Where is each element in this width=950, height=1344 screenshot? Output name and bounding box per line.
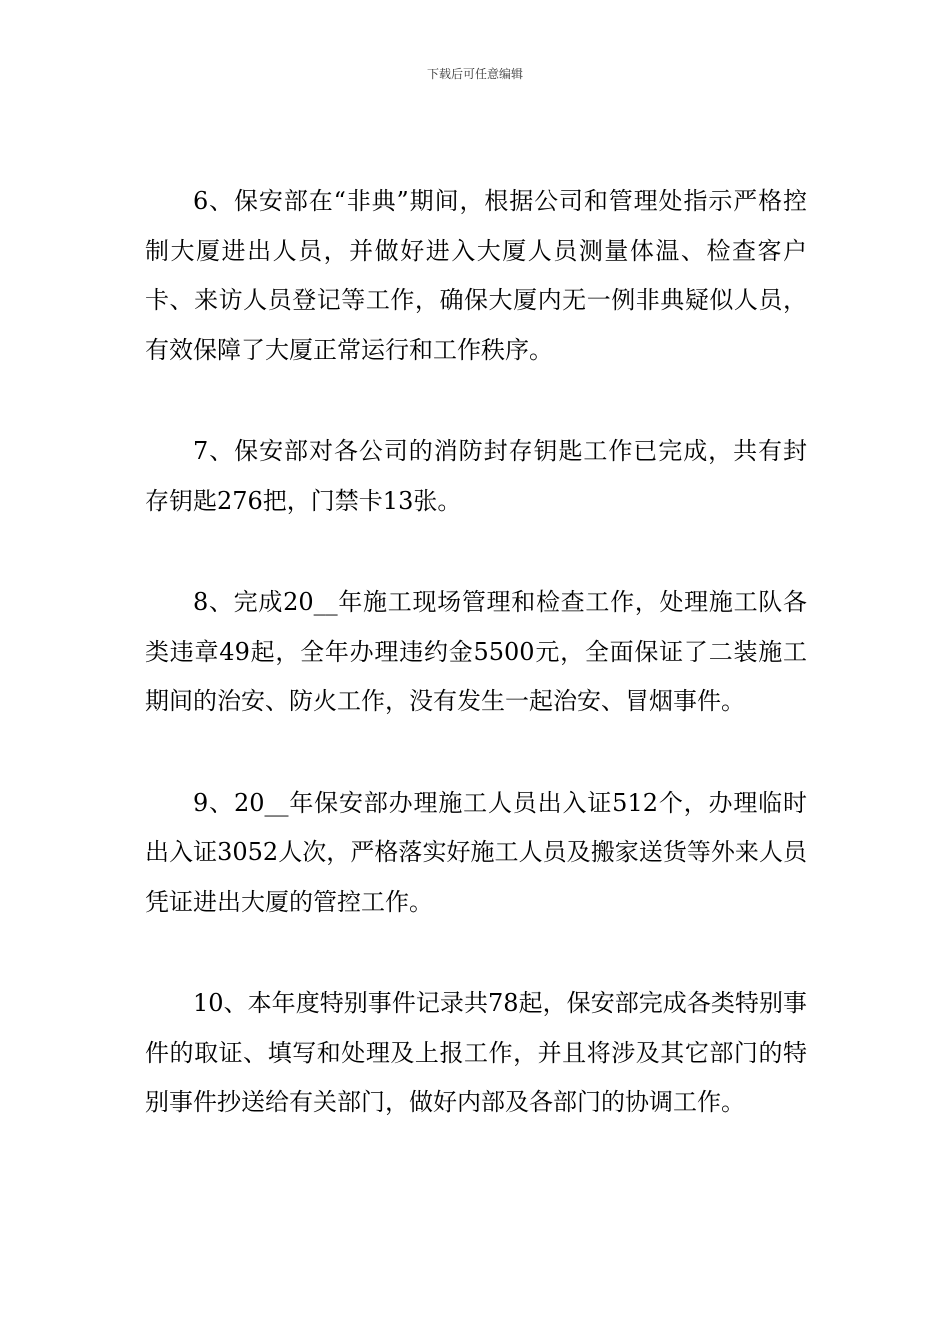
paragraph-item-9: 9、20__年保安部办理施工人员出入证512个，办理临时出入证3052人次，严格落实好施工人员及搬家送货等外来人员凭证进出大厦的管控工作。 xyxy=(145,788,807,916)
paragraph-item-10: 10、本年度特别事件记录共78起，保安部完成各类特别事件的取证、填写和处理及上报工作，并且将涉及其它部门的特别事件抄送给有关部门，做好内部及各部门的协调工作。 xyxy=(145,989,807,1116)
paragraph-item-6: 6、保安部在“非典”期间，根据公司和管理处指示严格控制大厦进出人员，并做好进入大厦人员测量体温、检查客户卡、来访人员登记等工作，确保大厦内无一例非典疑似人员，有效保障了大厦正常运行和工作秩序。 xyxy=(145,187,807,364)
page-header: 下载后可任意编辑 xyxy=(426,67,523,81)
paragraph-item-8: 8、完成20__年施工现场管理和检查工作，处理施工队各类违章49起，全年办理违约金5500元，全面保证了二装施工期间的治安、防火工作，没有发生一起治安、冒烟事件。 xyxy=(145,588,807,715)
document-body xyxy=(145,177,807,1128)
paragraph-item-7: 7、保安部对各公司的消防封存钥匙工作已完成，共有封存钥匙276把，门禁卡13张。 xyxy=(145,437,807,515)
